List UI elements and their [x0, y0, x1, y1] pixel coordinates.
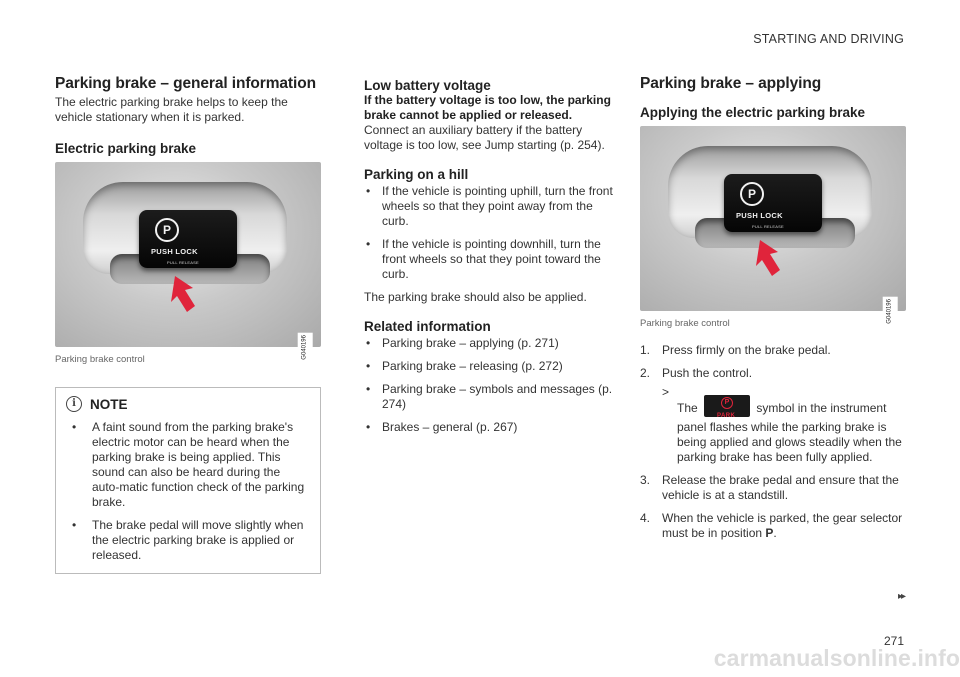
push-lock-label: PUSH LOCK — [736, 211, 783, 220]
applying-subtitle: Applying the electric parking brake — [640, 105, 866, 120]
hill-title: Parking on a hill — [364, 167, 469, 182]
park-text: PARK — [717, 413, 736, 419]
related-link-releasing[interactable]: • Parking brake – releasing (p. 272) — [364, 359, 616, 374]
info-icon: i — [66, 396, 82, 412]
hill-item: • If the vehicle is pointing uphill, turn the front wheels so that they point away from the curb. — [364, 184, 616, 229]
park-symbol-icon — [704, 395, 750, 417]
parking-p-icon: P — [740, 182, 764, 206]
watermark: carmanualsonline.info — [713, 645, 960, 671]
step-item — [640, 343, 908, 358]
step-item — [640, 473, 908, 503]
related-link-applying[interactable]: • Parking brake – applying (p. 271) — [364, 336, 616, 351]
step-number: 3. — [640, 473, 651, 487]
related-title: Related information — [364, 319, 491, 334]
applying-title: Parking brake – applying — [640, 75, 822, 92]
note-item: • The brake pedal will move slightly when the electric parking brake is applied or released. — [70, 518, 306, 563]
pull-release-label: PULL RELEASE — [752, 224, 784, 229]
red-arrow-icon — [742, 238, 782, 278]
low-battery-text — [364, 93, 616, 153]
step-number: 1. — [640, 343, 651, 357]
note-item: • A faint sound from the parking brake's electric motor can be heard when the parking brake is being applied. This sound can also be heard during the auto-matic function check of the parking brake. — [70, 420, 306, 510]
step-item — [640, 511, 908, 541]
section-header: STARTING AND DRIVING — [753, 32, 904, 46]
continue-arrows-icon: ▸▸ — [897, 591, 904, 602]
low-battery-warning: If the battery voltage is too low, the parking brake cannot be applied or released. — [364, 93, 611, 122]
gear-position: P — [765, 526, 774, 540]
related-link-symbols[interactable]: • Parking brake – symbols and messages (p. 274) — [364, 382, 616, 412]
hill-footer: The parking brake should also be applied. — [364, 290, 587, 304]
push-lock-label: PUSH LOCK — [151, 247, 198, 256]
hill-item: • If the vehicle is pointing downhill, turn the front wheels so that they point toward the curb. — [364, 237, 616, 282]
figure-code: G040196 — [298, 333, 313, 362]
page-number: 271 — [883, 634, 904, 648]
step-text: Push the control. — [662, 366, 753, 380]
step-item — [640, 366, 908, 465]
low-battery-title: Low battery voltage — [364, 78, 491, 93]
low-battery-instructions: Connect an auxiliary battery if the battery voltage is too low, see Jump starting (p. 254). — [364, 123, 605, 152]
pull-release-label: PULL RELEASE — [167, 260, 199, 265]
step-text: Release the brake pedal and ensure that the vehicle is at a standstill. — [662, 473, 899, 502]
step-number: 4. — [640, 511, 651, 525]
related-link-brakes[interactable]: • Brakes – general (p. 267) — [364, 420, 616, 435]
column-applying — [640, 76, 908, 549]
column-general-info — [55, 76, 321, 574]
note-title: NOTE — [90, 396, 128, 412]
subsection-title: Electric parking brake — [55, 141, 197, 156]
parking-brake-switch — [724, 174, 822, 232]
figure-caption: Parking brake control — [640, 318, 730, 329]
figure-caption: Parking brake control — [55, 354, 145, 365]
park-p-glyph: P — [721, 397, 733, 409]
section-title: Parking brake – general information — [55, 75, 316, 92]
step-number: 2. — [640, 366, 651, 380]
parking-brake-switch — [139, 210, 237, 268]
red-arrow-icon — [157, 274, 197, 314]
result-post: symbol in the instrument panel flashes while the parking brake is being applied and glows steadily when the parking brake has been fully applied. — [677, 401, 902, 464]
result-marker: > — [662, 385, 670, 399]
parking-p-icon: P — [155, 218, 179, 242]
step-result — [662, 385, 908, 465]
step-text: When the vehicle is parked, the gear selector must be in position — [662, 511, 903, 540]
result-pre: The — [677, 401, 702, 416]
step-end: . — [773, 526, 777, 540]
intro-text: The electric parking brake helps to keep the vehicle stationary when it is parked. — [55, 95, 288, 124]
column-extra-info — [364, 76, 616, 443]
step-text: Press firmly on the brake pedal. — [662, 343, 831, 357]
note-box — [55, 387, 321, 574]
steps-list — [640, 343, 908, 541]
figure-code: G040196 — [883, 297, 898, 326]
